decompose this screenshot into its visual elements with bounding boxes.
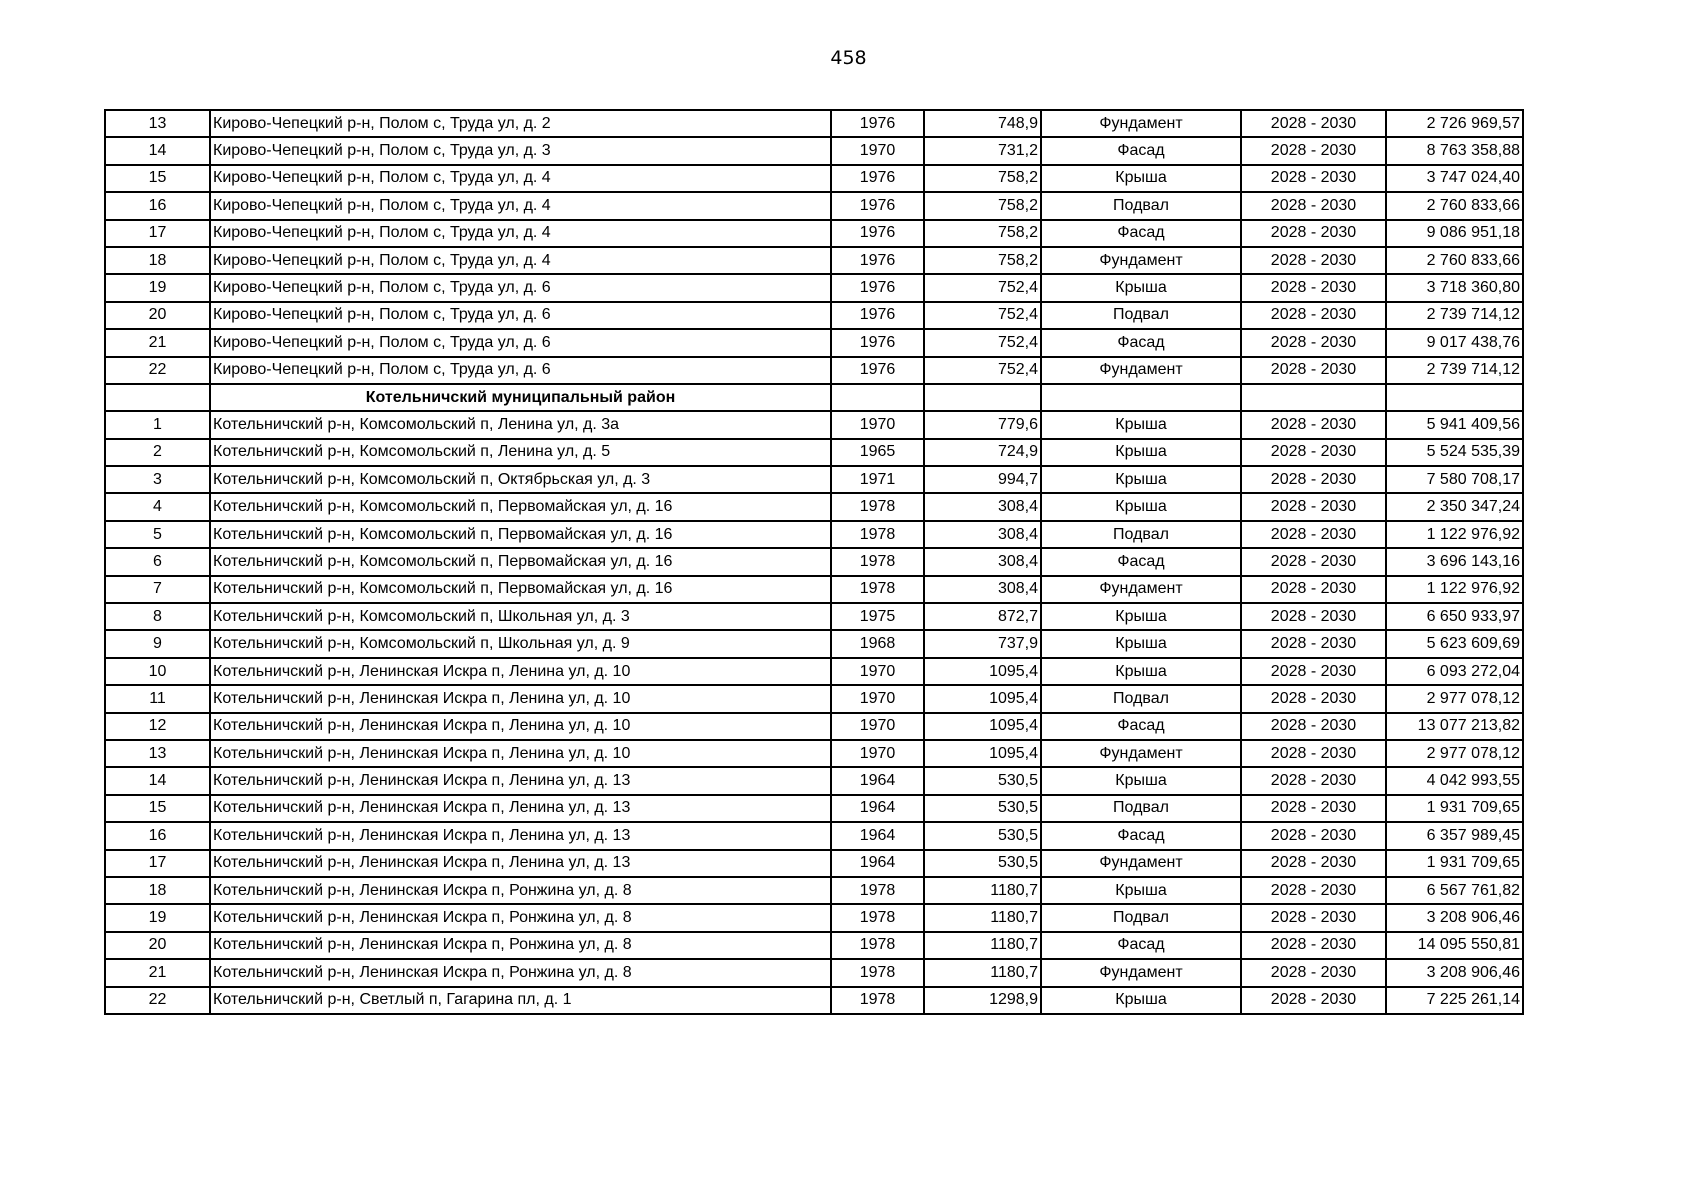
repair-cost-cell: 1 931 709,65	[1386, 795, 1523, 822]
repair-period-cell: 2028 - 2030	[1241, 932, 1386, 959]
area-cell: 758,2	[924, 220, 1041, 247]
year-built-cell: 1971	[831, 466, 924, 493]
row-number-cell: 3	[105, 466, 210, 493]
area-cell: 1095,4	[924, 740, 1041, 767]
repair-period-cell: 2028 - 2030	[1241, 110, 1386, 137]
table-row	[105, 603, 1523, 630]
table-row	[105, 137, 1523, 164]
row-number-cell: 13	[105, 110, 210, 137]
row-number-cell: 21	[105, 959, 210, 986]
section-header-row	[105, 384, 1523, 411]
repair-period-cell: 2028 - 2030	[1241, 603, 1386, 630]
table-row	[105, 521, 1523, 548]
structural-element-cell: Фундамент	[1041, 576, 1241, 603]
structural-element-cell: Крыша	[1041, 165, 1241, 192]
row-number-cell: 15	[105, 165, 210, 192]
address-cell: Кирово-Чепецкий р-н, Полом с, Труда ул, д. 6	[210, 329, 831, 356]
repair-cost-cell: 13 077 213,82	[1386, 713, 1523, 740]
area-cell: 1180,7	[924, 904, 1041, 931]
area-cell: 748,9	[924, 110, 1041, 137]
area-cell: 872,7	[924, 603, 1041, 630]
structural-element-cell: Подвал	[1041, 685, 1241, 712]
structural-element-cell: Фасад	[1041, 713, 1241, 740]
structural-element-cell: Крыша	[1041, 603, 1241, 630]
table-body	[105, 110, 1523, 1014]
structural-element-cell: Фундамент	[1041, 850, 1241, 877]
year-built-cell: 1976	[831, 220, 924, 247]
repair-period-cell: 2028 - 2030	[1241, 247, 1386, 274]
row-number-cell: 1	[105, 411, 210, 438]
area-cell: 308,4	[924, 548, 1041, 575]
table-row	[105, 959, 1523, 986]
repair-cost-cell: 3 208 906,46	[1386, 959, 1523, 986]
year-built-cell: 1968	[831, 630, 924, 657]
structural-element-cell: Фундамент	[1041, 110, 1241, 137]
year-built-cell: 1964	[831, 767, 924, 794]
area-cell: 758,2	[924, 247, 1041, 274]
year-built-cell: 1978	[831, 877, 924, 904]
row-number-cell: 22	[105, 357, 210, 384]
row-number-cell: 13	[105, 740, 210, 767]
area-cell: 308,4	[924, 576, 1041, 603]
repair-cost-cell: 2 726 969,57	[1386, 110, 1523, 137]
year-built-cell: 1976	[831, 165, 924, 192]
year-built-cell	[831, 384, 924, 411]
row-number-cell: 6	[105, 548, 210, 575]
area-cell: 731,2	[924, 137, 1041, 164]
repair-period-cell: 2028 - 2030	[1241, 685, 1386, 712]
row-number-cell	[105, 384, 210, 411]
area-cell: 530,5	[924, 850, 1041, 877]
row-number-cell: 20	[105, 302, 210, 329]
table-row	[105, 685, 1523, 712]
area-cell: 758,2	[924, 165, 1041, 192]
row-number-cell: 12	[105, 713, 210, 740]
repair-period-cell: 2028 - 2030	[1241, 658, 1386, 685]
repair-period-cell: 2028 - 2030	[1241, 987, 1386, 1014]
table-row	[105, 165, 1523, 192]
table-row	[105, 822, 1523, 849]
repair-cost-cell: 1 122 976,92	[1386, 576, 1523, 603]
row-number-cell: 11	[105, 685, 210, 712]
year-built-cell: 1970	[831, 658, 924, 685]
address-cell: Котельничский р-н, Ленинская Искра п, Ронжина ул, д. 8	[210, 932, 831, 959]
area-cell: 752,4	[924, 274, 1041, 301]
address-cell: Котельничский р-н, Ленинская Искра п, Ленина ул, д. 13	[210, 795, 831, 822]
address-cell: Котельничский р-н, Ленинская Искра п, Ленина ул, д. 13	[210, 822, 831, 849]
area-cell: 752,4	[924, 329, 1041, 356]
table-row	[105, 493, 1523, 520]
table-row	[105, 357, 1523, 384]
row-number-cell: 14	[105, 137, 210, 164]
year-built-cell: 1976	[831, 274, 924, 301]
row-number-cell: 16	[105, 192, 210, 219]
table-row	[105, 329, 1523, 356]
table-row	[105, 740, 1523, 767]
row-number-cell: 16	[105, 822, 210, 849]
year-built-cell: 1964	[831, 850, 924, 877]
repair-period-cell: 2028 - 2030	[1241, 904, 1386, 931]
area-cell: 1180,7	[924, 877, 1041, 904]
repair-cost-cell: 8 763 358,88	[1386, 137, 1523, 164]
year-built-cell: 1975	[831, 603, 924, 630]
repair-period-cell: 2028 - 2030	[1241, 877, 1386, 904]
table-row	[105, 630, 1523, 657]
repair-cost-cell: 3 718 360,80	[1386, 274, 1523, 301]
repair-period-cell: 2028 - 2030	[1241, 466, 1386, 493]
structural-element-cell: Крыша	[1041, 767, 1241, 794]
row-number-cell: 17	[105, 850, 210, 877]
repair-cost-cell: 5 941 409,56	[1386, 411, 1523, 438]
repair-cost-cell: 4 042 993,55	[1386, 767, 1523, 794]
repair-cost-cell	[1386, 384, 1523, 411]
repair-period-cell: 2028 - 2030	[1241, 548, 1386, 575]
repair-period-cell: 2028 - 2030	[1241, 411, 1386, 438]
year-built-cell: 1978	[831, 521, 924, 548]
structural-element-cell: Подвал	[1041, 795, 1241, 822]
repair-period-cell: 2028 - 2030	[1241, 630, 1386, 657]
repair-cost-cell: 14 095 550,81	[1386, 932, 1523, 959]
address-cell: Котельничский р-н, Комсомольский п, Ленина ул, д. 5	[210, 439, 831, 466]
row-number-cell: 19	[105, 904, 210, 931]
area-cell: 1180,7	[924, 932, 1041, 959]
area-cell: 308,4	[924, 521, 1041, 548]
area-cell: 758,2	[924, 192, 1041, 219]
repair-cost-cell: 2 350 347,24	[1386, 493, 1523, 520]
structural-element-cell: Подвал	[1041, 521, 1241, 548]
row-number-cell: 18	[105, 247, 210, 274]
row-number-cell: 21	[105, 329, 210, 356]
table-row	[105, 466, 1523, 493]
structural-element-cell: Крыша	[1041, 658, 1241, 685]
row-number-cell: 20	[105, 932, 210, 959]
repair-cost-cell: 2 760 833,66	[1386, 192, 1523, 219]
structural-element-cell: Фундамент	[1041, 959, 1241, 986]
year-built-cell: 1976	[831, 247, 924, 274]
year-built-cell: 1978	[831, 932, 924, 959]
repair-period-cell: 2028 - 2030	[1241, 493, 1386, 520]
row-number-cell: 18	[105, 877, 210, 904]
repair-cost-cell: 2 977 078,12	[1386, 740, 1523, 767]
year-built-cell: 1976	[831, 192, 924, 219]
repair-period-cell: 2028 - 2030	[1241, 713, 1386, 740]
year-built-cell: 1978	[831, 576, 924, 603]
repair-cost-cell: 1 122 976,92	[1386, 521, 1523, 548]
year-built-cell: 1970	[831, 685, 924, 712]
structural-element-cell: Фундамент	[1041, 247, 1241, 274]
repair-cost-cell: 6 093 272,04	[1386, 658, 1523, 685]
area-cell: 1095,4	[924, 685, 1041, 712]
table-row	[105, 192, 1523, 219]
repair-cost-cell: 5 623 609,69	[1386, 630, 1523, 657]
address-cell: Котельничский р-н, Комсомольский п, Школьная ул, д. 3	[210, 603, 831, 630]
table-row	[105, 439, 1523, 466]
year-built-cell: 1978	[831, 987, 924, 1014]
table-row	[105, 548, 1523, 575]
year-built-cell: 1978	[831, 493, 924, 520]
repair-period-cell: 2028 - 2030	[1241, 521, 1386, 548]
area-cell: 308,4	[924, 493, 1041, 520]
row-number-cell: 10	[105, 658, 210, 685]
address-cell: Кирово-Чепецкий р-н, Полом с, Труда ул, д. 6	[210, 302, 831, 329]
structural-element-cell: Крыша	[1041, 493, 1241, 520]
repair-cost-cell: 6 357 989,45	[1386, 822, 1523, 849]
structural-element-cell: Фундамент	[1041, 740, 1241, 767]
address-cell: Котельничский р-н, Комсомольский п, Первомайская ул, д. 16	[210, 493, 831, 520]
year-built-cell: 1970	[831, 411, 924, 438]
repair-cost-cell: 6 567 761,82	[1386, 877, 1523, 904]
year-built-cell: 1976	[831, 329, 924, 356]
year-built-cell: 1976	[831, 357, 924, 384]
repair-period-cell: 2028 - 2030	[1241, 165, 1386, 192]
row-number-cell: 2	[105, 439, 210, 466]
repair-schedule-table	[104, 109, 1524, 1015]
address-cell: Котельничский р-н, Комсомольский п, Ленина ул, д. 3а	[210, 411, 831, 438]
row-number-cell: 14	[105, 767, 210, 794]
year-built-cell: 1970	[831, 713, 924, 740]
repair-cost-cell: 7 580 708,17	[1386, 466, 1523, 493]
year-built-cell: 1978	[831, 904, 924, 931]
structural-element-cell	[1041, 384, 1241, 411]
table-row	[105, 576, 1523, 603]
repair-period-cell: 2028 - 2030	[1241, 329, 1386, 356]
year-built-cell: 1965	[831, 439, 924, 466]
repair-cost-cell: 2 739 714,12	[1386, 302, 1523, 329]
address-cell: Котельничский р-н, Комсомольский п, Первомайская ул, д. 16	[210, 576, 831, 603]
structural-element-cell: Крыша	[1041, 439, 1241, 466]
table-row	[105, 932, 1523, 959]
year-built-cell: 1978	[831, 959, 924, 986]
year-built-cell: 1978	[831, 548, 924, 575]
year-built-cell: 1976	[831, 110, 924, 137]
address-cell: Котельничский р-н, Ленинская Искра п, Ронжина ул, д. 8	[210, 904, 831, 931]
table-row	[105, 877, 1523, 904]
repair-period-cell: 2028 - 2030	[1241, 274, 1386, 301]
area-cell: 530,5	[924, 822, 1041, 849]
row-number-cell: 7	[105, 576, 210, 603]
structural-element-cell: Крыша	[1041, 411, 1241, 438]
row-number-cell: 9	[105, 630, 210, 657]
address-cell: Котельничский р-н, Ленинская Искра п, Ленина ул, д. 13	[210, 767, 831, 794]
repair-period-cell: 2028 - 2030	[1241, 767, 1386, 794]
table-row	[105, 220, 1523, 247]
table-row	[105, 302, 1523, 329]
year-built-cell: 1964	[831, 822, 924, 849]
address-cell: Котельничский р-н, Ленинская Искра п, Ронжина ул, д. 8	[210, 959, 831, 986]
area-cell: 530,5	[924, 795, 1041, 822]
address-cell: Котельничский р-н, Комсомольский п, Школьная ул, д. 9	[210, 630, 831, 657]
area-cell: 1298,9	[924, 987, 1041, 1014]
table-row	[105, 850, 1523, 877]
address-cell: Котельничский р-н, Ленинская Искра п, Ронжина ул, д. 8	[210, 877, 831, 904]
area-cell	[924, 384, 1041, 411]
address-cell: Котельничский р-н, Комсомольский п, Октябрьская ул, д. 3	[210, 466, 831, 493]
repair-period-cell: 2028 - 2030	[1241, 822, 1386, 849]
structural-element-cell: Фасад	[1041, 220, 1241, 247]
address-cell: Кирово-Чепецкий р-н, Полом с, Труда ул, д. 4	[210, 165, 831, 192]
repair-cost-cell: 2 760 833,66	[1386, 247, 1523, 274]
page-number: 458	[830, 47, 867, 69]
table-row	[105, 767, 1523, 794]
structural-element-cell: Крыша	[1041, 877, 1241, 904]
structural-element-cell: Фасад	[1041, 329, 1241, 356]
structural-element-cell: Фасад	[1041, 548, 1241, 575]
table-row	[105, 658, 1523, 685]
repair-period-cell: 2028 - 2030	[1241, 137, 1386, 164]
structural-element-cell: Фундамент	[1041, 357, 1241, 384]
address-cell: Кирово-Чепецкий р-н, Полом с, Труда ул, д. 6	[210, 274, 831, 301]
area-cell: 752,4	[924, 357, 1041, 384]
area-cell: 752,4	[924, 302, 1041, 329]
repair-cost-cell: 7 225 261,14	[1386, 987, 1523, 1014]
area-cell: 1095,4	[924, 658, 1041, 685]
repair-cost-cell: 9 017 438,76	[1386, 329, 1523, 356]
table-row	[105, 110, 1523, 137]
repair-cost-cell: 2 739 714,12	[1386, 357, 1523, 384]
repair-period-cell: 2028 - 2030	[1241, 740, 1386, 767]
structural-element-cell: Фасад	[1041, 137, 1241, 164]
year-built-cell: 1964	[831, 795, 924, 822]
repair-cost-cell: 5 524 535,39	[1386, 439, 1523, 466]
structural-element-cell: Подвал	[1041, 904, 1241, 931]
repair-cost-cell: 3 696 143,16	[1386, 548, 1523, 575]
address-cell: Котельничский р-н, Ленинская Искра п, Ленина ул, д. 10	[210, 740, 831, 767]
repair-period-cell: 2028 - 2030	[1241, 220, 1386, 247]
area-cell: 994,7	[924, 466, 1041, 493]
repair-cost-cell: 1 931 709,65	[1386, 850, 1523, 877]
address-cell: Котельничский р-н, Ленинская Искра п, Ленина ул, д. 10	[210, 713, 831, 740]
address-cell: Котельничский р-н, Ленинская Искра п, Ленина ул, д. 13	[210, 850, 831, 877]
structural-element-cell: Фасад	[1041, 932, 1241, 959]
repair-cost-cell: 2 977 078,12	[1386, 685, 1523, 712]
repair-cost-cell: 3 208 906,46	[1386, 904, 1523, 931]
area-cell: 724,9	[924, 439, 1041, 466]
address-cell: Кирово-Чепецкий р-н, Полом с, Труда ул, д. 4	[210, 220, 831, 247]
repair-period-cell: 2028 - 2030	[1241, 959, 1386, 986]
structural-element-cell: Крыша	[1041, 466, 1241, 493]
section-title: Котельничский муниципальный район	[210, 384, 831, 411]
address-cell: Кирово-Чепецкий р-н, Полом с, Труда ул, д. 2	[210, 110, 831, 137]
address-cell: Котельничский р-н, Комсомольский п, Первомайская ул, д. 16	[210, 548, 831, 575]
area-cell: 530,5	[924, 767, 1041, 794]
year-built-cell: 1970	[831, 740, 924, 767]
row-number-cell: 8	[105, 603, 210, 630]
row-number-cell: 5	[105, 521, 210, 548]
structural-element-cell: Подвал	[1041, 302, 1241, 329]
table-row	[105, 411, 1523, 438]
structural-element-cell: Крыша	[1041, 630, 1241, 657]
repair-period-cell: 2028 - 2030	[1241, 192, 1386, 219]
table-row	[105, 987, 1523, 1014]
repair-period-cell: 2028 - 2030	[1241, 439, 1386, 466]
table-row	[105, 904, 1523, 931]
area-cell: 1095,4	[924, 713, 1041, 740]
address-cell: Котельничский р-н, Комсомольский п, Первомайская ул, д. 16	[210, 521, 831, 548]
row-number-cell: 4	[105, 493, 210, 520]
repair-cost-cell: 6 650 933,97	[1386, 603, 1523, 630]
repair-period-cell: 2028 - 2030	[1241, 795, 1386, 822]
address-cell: Котельничский р-н, Светлый п, Гагарина пл, д. 1	[210, 987, 831, 1014]
address-cell: Котельничский р-н, Ленинская Искра п, Ленина ул, д. 10	[210, 685, 831, 712]
area-cell: 1180,7	[924, 959, 1041, 986]
address-cell: Кирово-Чепецкий р-н, Полом с, Труда ул, д. 6	[210, 357, 831, 384]
structural-element-cell: Фасад	[1041, 822, 1241, 849]
area-cell: 779,6	[924, 411, 1041, 438]
table-row	[105, 795, 1523, 822]
row-number-cell: 22	[105, 987, 210, 1014]
repair-period-cell: 2028 - 2030	[1241, 850, 1386, 877]
table-row	[105, 713, 1523, 740]
repair-period-cell: 2028 - 2030	[1241, 302, 1386, 329]
year-built-cell: 1976	[831, 302, 924, 329]
row-number-cell: 17	[105, 220, 210, 247]
address-cell: Кирово-Чепецкий р-н, Полом с, Труда ул, д. 4	[210, 192, 831, 219]
address-cell: Кирово-Чепецкий р-н, Полом с, Труда ул, д. 4	[210, 247, 831, 274]
table-row	[105, 247, 1523, 274]
repair-cost-cell: 3 747 024,40	[1386, 165, 1523, 192]
repair-period-cell	[1241, 384, 1386, 411]
year-built-cell: 1970	[831, 137, 924, 164]
row-number-cell: 15	[105, 795, 210, 822]
repair-period-cell: 2028 - 2030	[1241, 357, 1386, 384]
repair-cost-cell: 9 086 951,18	[1386, 220, 1523, 247]
area-cell: 737,9	[924, 630, 1041, 657]
address-cell: Кирово-Чепецкий р-н, Полом с, Труда ул, д. 3	[210, 137, 831, 164]
structural-element-cell: Крыша	[1041, 274, 1241, 301]
structural-element-cell: Подвал	[1041, 192, 1241, 219]
structural-element-cell: Крыша	[1041, 987, 1241, 1014]
table-row	[105, 274, 1523, 301]
repair-period-cell: 2028 - 2030	[1241, 576, 1386, 603]
address-cell: Котельничский р-н, Ленинская Искра п, Ленина ул, д. 10	[210, 658, 831, 685]
row-number-cell: 19	[105, 274, 210, 301]
